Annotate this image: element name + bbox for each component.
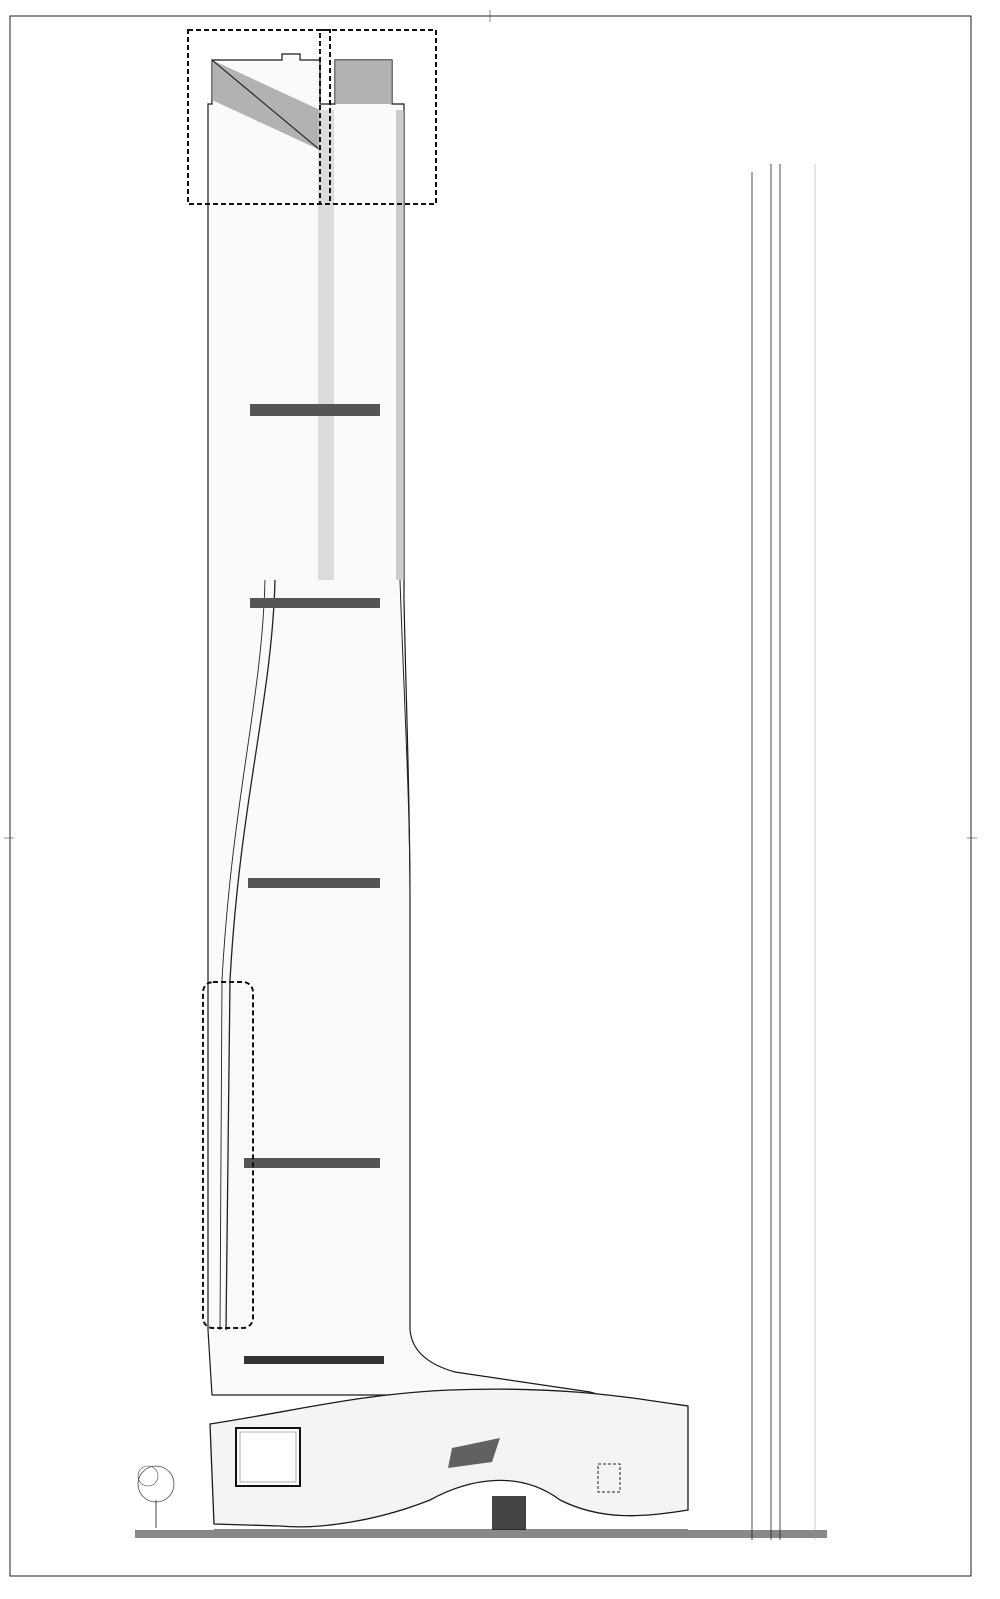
refuge-band-4 bbox=[244, 1158, 380, 1168]
entrance-door bbox=[492, 1496, 526, 1530]
elevation-scale bbox=[752, 164, 815, 1540]
tree-foliage bbox=[138, 1466, 158, 1486]
refuge-band-1 bbox=[250, 404, 380, 416]
sheet-border bbox=[10, 16, 971, 1576]
refuge-band-5 bbox=[244, 1356, 384, 1364]
refuge-band-3 bbox=[248, 878, 380, 888]
tree-icon bbox=[138, 1466, 174, 1502]
tower-body bbox=[188, 30, 600, 1395]
title-bar bbox=[0, 1578, 1000, 1599]
podium-window bbox=[236, 1428, 300, 1486]
right-strip bbox=[396, 110, 404, 580]
refuge-band-2 bbox=[250, 598, 380, 608]
crown-right-tone bbox=[335, 60, 392, 104]
ground-slab bbox=[135, 1530, 827, 1538]
podium bbox=[135, 1389, 827, 1538]
